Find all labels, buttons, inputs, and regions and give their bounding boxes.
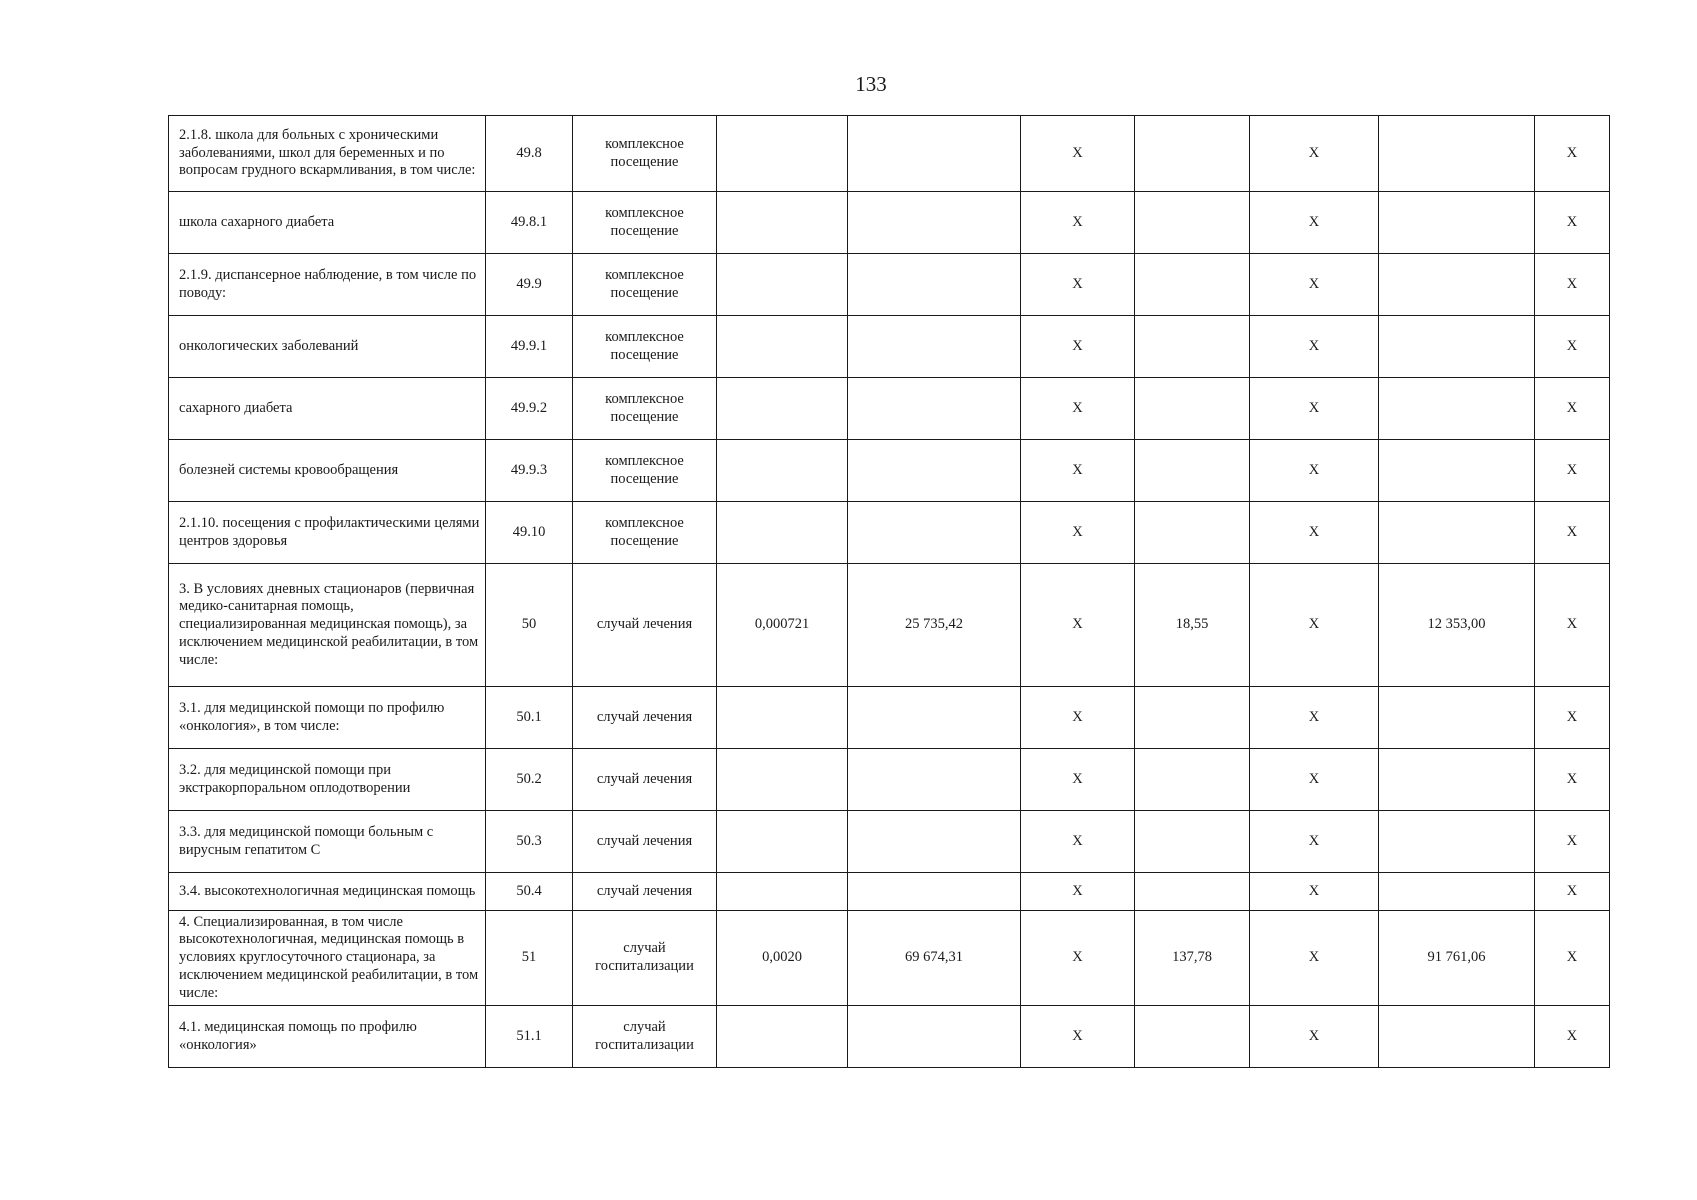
row-col6-cell: Х — [1021, 254, 1135, 316]
row-col10-cell: Х — [1535, 192, 1610, 254]
row-code-cell: 51 — [486, 911, 573, 1006]
row-name-cell: 2.1.9. диспансерное наблюдение, в том числе по поводу: — [169, 254, 486, 316]
row-col10-cell: Х — [1535, 316, 1610, 378]
table-row — [169, 378, 1610, 440]
row-col7-cell: 137,78 — [1135, 911, 1250, 1006]
table-row — [169, 192, 1610, 254]
row-col10-cell: Х — [1535, 687, 1610, 749]
row-col8-cell: Х — [1250, 687, 1379, 749]
row-unit-cell: случай госпитализации — [573, 911, 717, 1006]
row-col9-cell — [1379, 811, 1535, 873]
row-col10-cell: Х — [1535, 911, 1610, 1006]
row-unit-cell: случай лечения — [573, 687, 717, 749]
row-col6-cell: Х — [1021, 749, 1135, 811]
row-col6-cell: Х — [1021, 811, 1135, 873]
row-col8-cell: Х — [1250, 116, 1379, 192]
table-row — [169, 873, 1610, 911]
row-volume-cell — [717, 116, 848, 192]
row-col9-cell — [1379, 378, 1535, 440]
row-cost-cell: 69 674,31 — [848, 911, 1021, 1006]
row-col9-cell — [1379, 687, 1535, 749]
row-cost-cell — [848, 873, 1021, 911]
row-cost-cell — [848, 440, 1021, 502]
row-col9-cell — [1379, 440, 1535, 502]
row-code-cell: 50.4 — [486, 873, 573, 911]
row-volume-cell — [717, 192, 848, 254]
row-col9-cell — [1379, 192, 1535, 254]
row-unit-cell: случай лечения — [573, 749, 717, 811]
row-col9-cell — [1379, 873, 1535, 911]
row-code-cell: 50.3 — [486, 811, 573, 873]
row-unit-cell: комплексное посещение — [573, 192, 717, 254]
row-cost-cell — [848, 116, 1021, 192]
row-name-cell: болезней системы кровообращения — [169, 440, 486, 502]
table-row — [169, 564, 1610, 687]
row-code-cell: 49.8 — [486, 116, 573, 192]
row-volume-cell — [717, 811, 848, 873]
row-col8-cell: Х — [1250, 911, 1379, 1006]
row-col10-cell: Х — [1535, 564, 1610, 687]
table-row — [169, 502, 1610, 564]
table-row — [169, 1006, 1610, 1068]
row-col7-cell — [1135, 316, 1250, 378]
row-name-cell: школа сахарного диабета — [169, 192, 486, 254]
row-name-cell: 3. В условиях дневных стационаров (первичная медико-санитарная помощь, специализированная медицинская помощь), за исключением медицинской реабилитации, в том числе: — [169, 564, 486, 687]
row-col7-cell — [1135, 440, 1250, 502]
table-row — [169, 254, 1610, 316]
row-volume-cell — [717, 749, 848, 811]
row-name-cell: онкологических заболеваний — [169, 316, 486, 378]
row-col9-cell — [1379, 749, 1535, 811]
row-volume-cell — [717, 873, 848, 911]
row-unit-cell: комплексное посещение — [573, 116, 717, 192]
row-cost-cell — [848, 192, 1021, 254]
row-col7-cell — [1135, 116, 1250, 192]
row-volume-cell — [717, 378, 848, 440]
row-col9-cell — [1379, 254, 1535, 316]
row-name-cell: 3.3. для медицинской помощи больным с вирусным гепатитом С — [169, 811, 486, 873]
row-col6-cell: Х — [1021, 564, 1135, 687]
row-volume-cell: 0,0020 — [717, 911, 848, 1006]
row-col8-cell: Х — [1250, 254, 1379, 316]
row-volume-cell — [717, 502, 848, 564]
row-col9-cell: 12 353,00 — [1379, 564, 1535, 687]
row-col8-cell: Х — [1250, 1006, 1379, 1068]
row-cost-cell — [848, 316, 1021, 378]
row-cost-cell — [848, 378, 1021, 440]
row-cost-cell — [848, 811, 1021, 873]
row-col10-cell: Х — [1535, 1006, 1610, 1068]
row-name-cell: 3.4. высокотехнологичная медицинская помощь — [169, 873, 486, 911]
row-code-cell: 49.9 — [486, 254, 573, 316]
row-volume-cell — [717, 687, 848, 749]
row-unit-cell: комплексное посещение — [573, 440, 717, 502]
row-col7-cell — [1135, 192, 1250, 254]
row-code-cell: 49.9.2 — [486, 378, 573, 440]
row-code-cell: 50 — [486, 564, 573, 687]
row-col10-cell: Х — [1535, 502, 1610, 564]
page-number: 133 — [855, 72, 887, 96]
row-code-cell: 50.2 — [486, 749, 573, 811]
row-cost-cell: 25 735,42 — [848, 564, 1021, 687]
row-volume-cell — [717, 440, 848, 502]
row-code-cell: 49.9.1 — [486, 316, 573, 378]
row-unit-cell: комплексное посещение — [573, 316, 717, 378]
row-code-cell: 50.1 — [486, 687, 573, 749]
row-col10-cell: Х — [1535, 873, 1610, 911]
row-code-cell: 49.8.1 — [486, 192, 573, 254]
row-col10-cell: Х — [1535, 378, 1610, 440]
row-col7-cell: 18,55 — [1135, 564, 1250, 687]
table-row — [169, 316, 1610, 378]
row-code-cell: 49.9.3 — [486, 440, 573, 502]
table-row — [169, 116, 1610, 192]
row-col6-cell: Х — [1021, 316, 1135, 378]
row-unit-cell: случай госпитализации — [573, 1006, 717, 1068]
row-col7-cell — [1135, 378, 1250, 440]
row-volume-cell — [717, 316, 848, 378]
row-col8-cell: Х — [1250, 811, 1379, 873]
row-col9-cell — [1379, 316, 1535, 378]
row-col6-cell: Х — [1021, 378, 1135, 440]
row-col8-cell: Х — [1250, 378, 1379, 440]
row-col10-cell: Х — [1535, 116, 1610, 192]
table-row — [169, 749, 1610, 811]
row-col6-cell: Х — [1021, 440, 1135, 502]
row-name-cell: 3.2. для медицинской помощи при экстракорпоральном оплодотворении — [169, 749, 486, 811]
row-cost-cell — [848, 749, 1021, 811]
row-code-cell: 51.1 — [486, 1006, 573, 1068]
row-cost-cell — [848, 254, 1021, 316]
data-table — [168, 115, 1610, 1068]
row-col9-cell: 91 761,06 — [1379, 911, 1535, 1006]
row-col6-cell: Х — [1021, 192, 1135, 254]
row-unit-cell: комплексное посещение — [573, 502, 717, 564]
table-row — [169, 911, 1610, 1006]
row-unit-cell: комплексное посещение — [573, 378, 717, 440]
row-name-cell: 4. Специализированная, в том числе высокотехнологичная, медицинская помощь в условиях круглосуточного стационара, за исключением медицинской реабилитации, в том числе: — [169, 911, 486, 1006]
row-name-cell: 3.1. для медицинской помощи по профилю «онкология», в том числе: — [169, 687, 486, 749]
row-col6-cell: Х — [1021, 873, 1135, 911]
row-name-cell: 4.1. медицинская помощь по профилю «онкология» — [169, 1006, 486, 1068]
table-row — [169, 440, 1610, 502]
row-col7-cell — [1135, 687, 1250, 749]
row-col7-cell — [1135, 811, 1250, 873]
row-col7-cell — [1135, 749, 1250, 811]
row-name-cell: 2.1.10. посещения с профилактическими целями центров здоровья — [169, 502, 486, 564]
row-volume-cell — [717, 1006, 848, 1068]
row-col8-cell: Х — [1250, 564, 1379, 687]
row-col6-cell: Х — [1021, 116, 1135, 192]
row-col8-cell: Х — [1250, 749, 1379, 811]
row-col7-cell — [1135, 1006, 1250, 1068]
row-volume-cell: 0,000721 — [717, 564, 848, 687]
row-col6-cell: Х — [1021, 1006, 1135, 1068]
row-col7-cell — [1135, 254, 1250, 316]
row-name-cell: 2.1.8. школа для больных с хроническими заболеваниями, школ для беременных и по вопросам грудного вскармливания, в том числе: — [169, 116, 486, 192]
row-volume-cell — [717, 254, 848, 316]
row-cost-cell — [848, 1006, 1021, 1068]
row-col10-cell: Х — [1535, 440, 1610, 502]
row-col9-cell — [1379, 1006, 1535, 1068]
row-unit-cell: случай лечения — [573, 564, 717, 687]
table-row — [169, 687, 1610, 749]
row-cost-cell — [848, 687, 1021, 749]
row-col9-cell — [1379, 502, 1535, 564]
row-unit-cell: случай лечения — [573, 873, 717, 911]
table-row — [169, 811, 1610, 873]
row-col8-cell: Х — [1250, 440, 1379, 502]
row-col8-cell: Х — [1250, 192, 1379, 254]
row-unit-cell: случай лечения — [573, 811, 717, 873]
row-col9-cell — [1379, 116, 1535, 192]
row-col6-cell: Х — [1021, 911, 1135, 1006]
row-col6-cell: Х — [1021, 687, 1135, 749]
row-col8-cell: Х — [1250, 873, 1379, 911]
row-col7-cell — [1135, 502, 1250, 564]
row-unit-cell: комплексное посещение — [573, 254, 717, 316]
row-code-cell: 49.10 — [486, 502, 573, 564]
row-cost-cell — [848, 502, 1021, 564]
row-col8-cell: Х — [1250, 316, 1379, 378]
row-col10-cell: Х — [1535, 749, 1610, 811]
row-col10-cell: Х — [1535, 811, 1610, 873]
row-col6-cell: Х — [1021, 502, 1135, 564]
row-col10-cell: Х — [1535, 254, 1610, 316]
row-col7-cell — [1135, 873, 1250, 911]
row-col8-cell: Х — [1250, 502, 1379, 564]
row-name-cell: сахарного диабета — [169, 378, 486, 440]
